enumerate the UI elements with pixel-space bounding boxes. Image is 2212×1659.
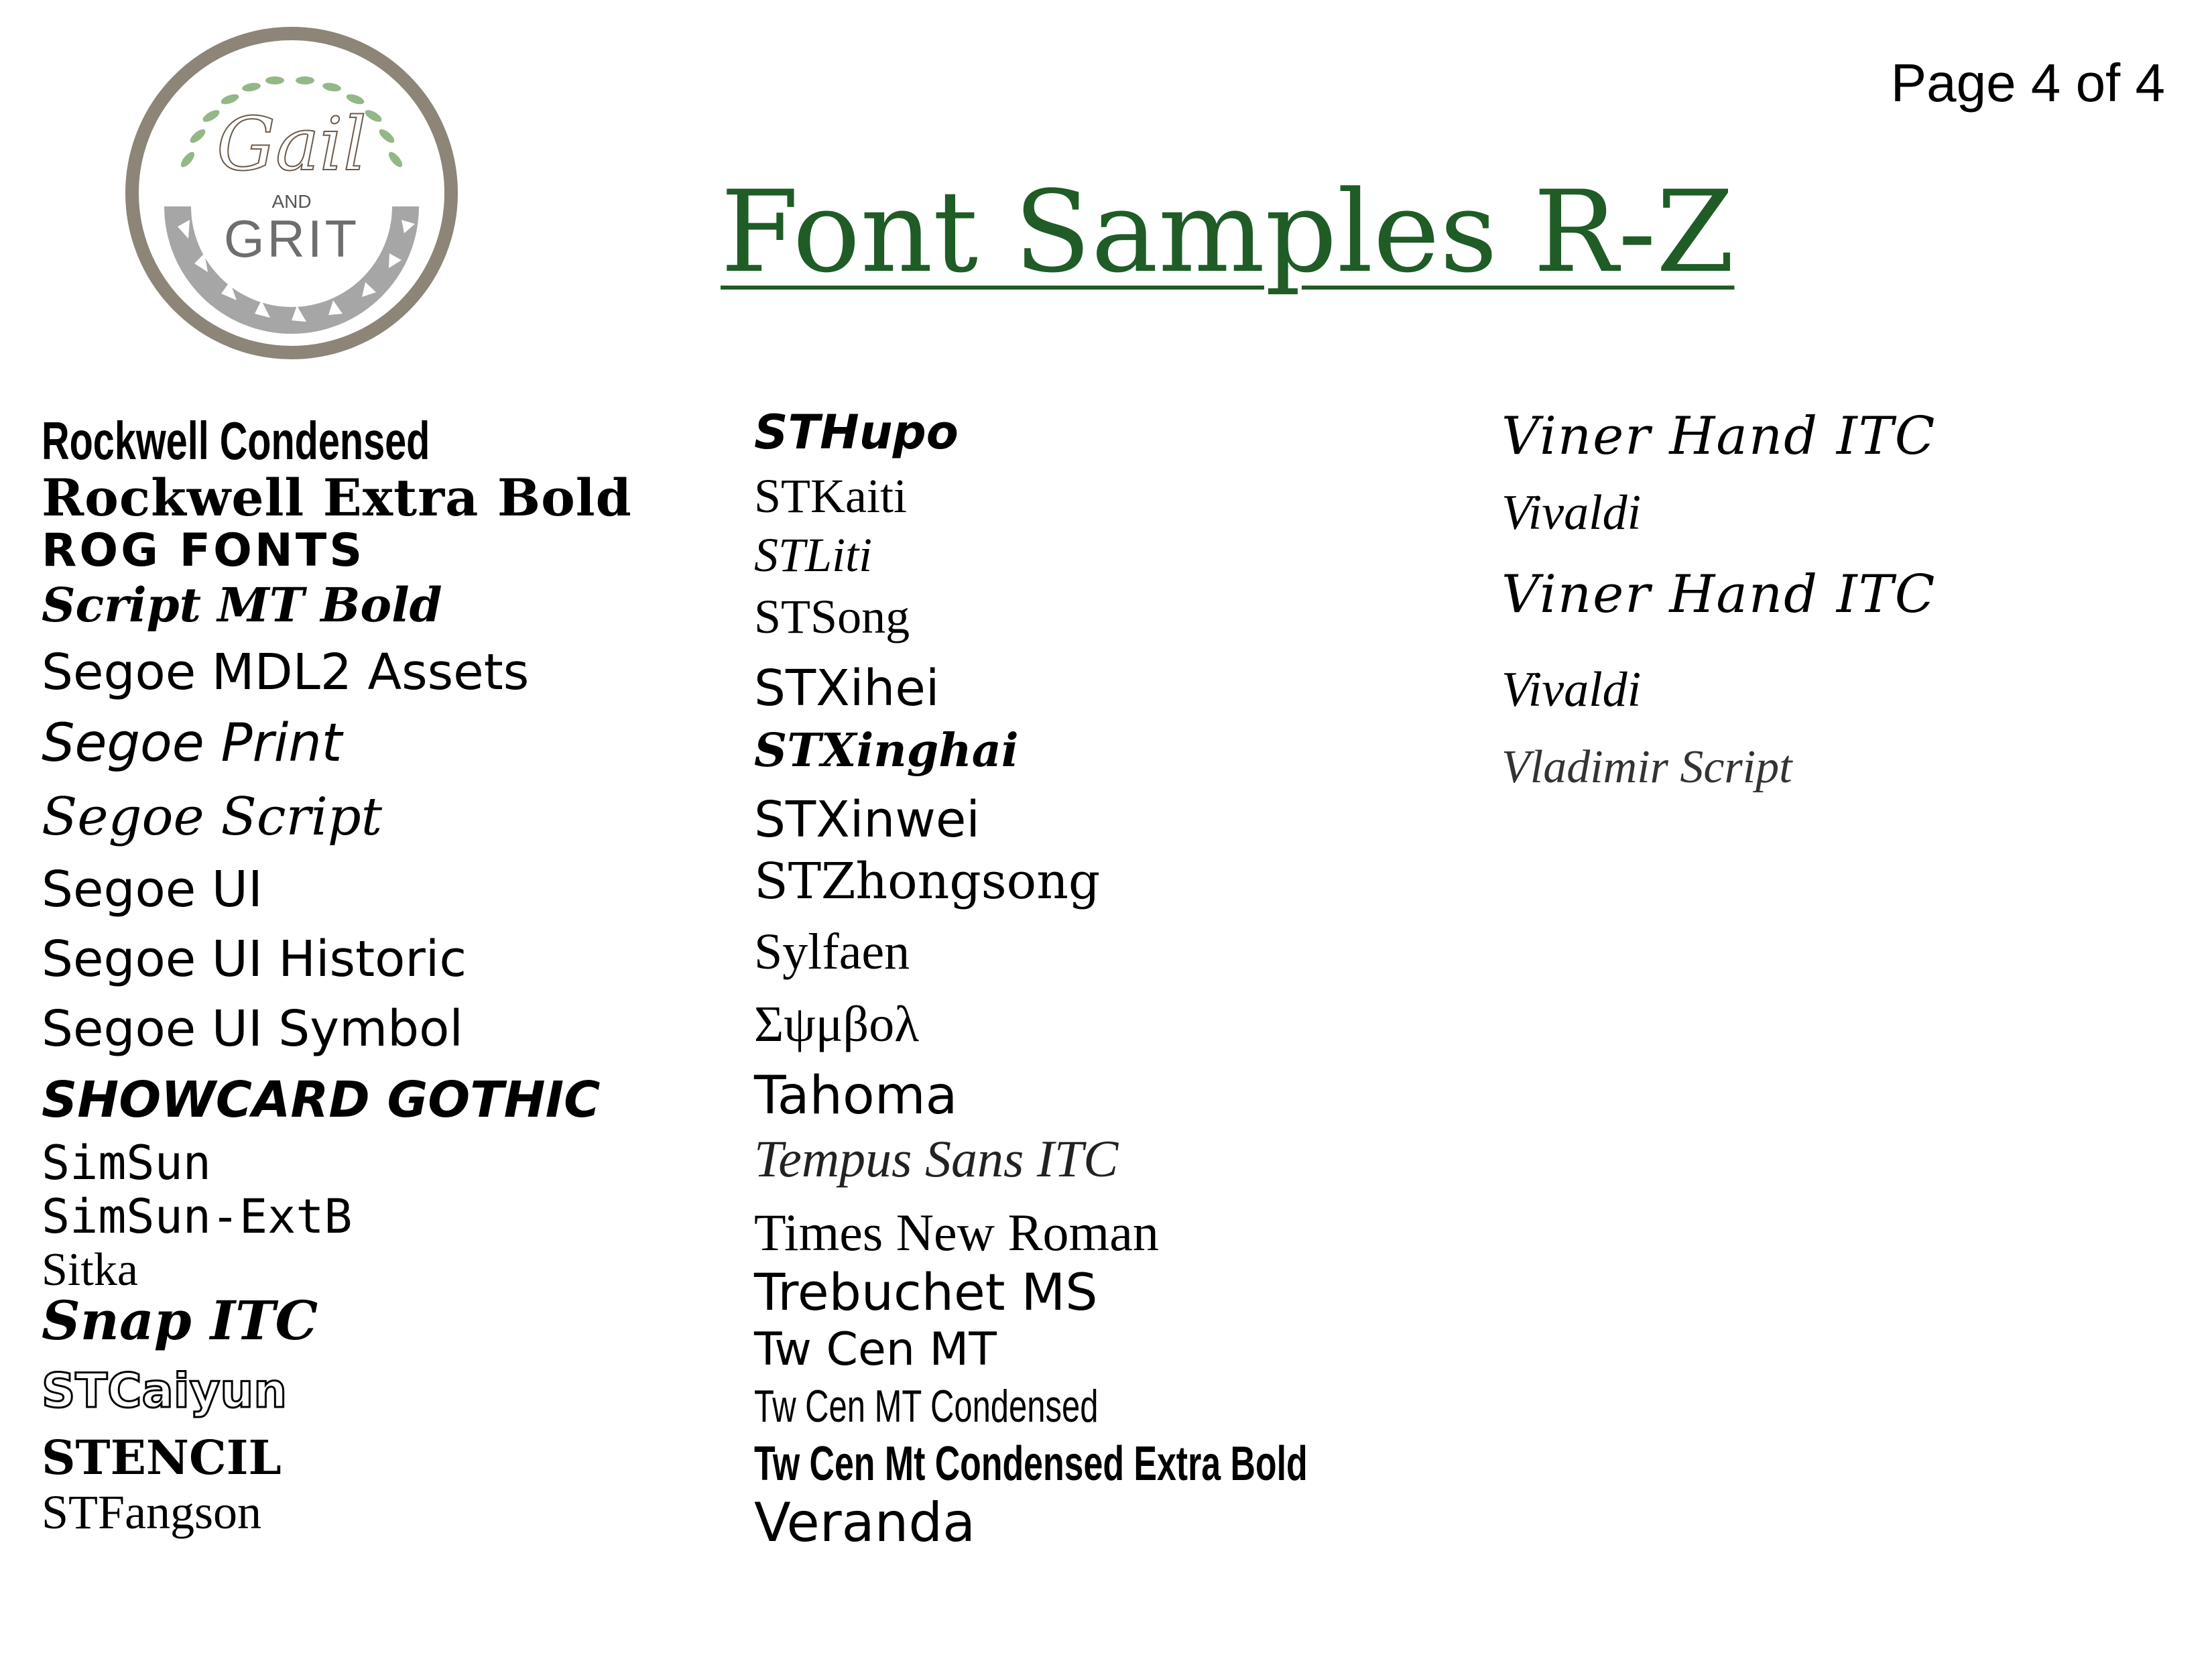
font-sample: Segoe MDL2 Assets [42,643,530,701]
font-sample: STKaiti [754,469,907,523]
font-sample: Sitka [42,1244,138,1296]
font-sample: Vladimir Script [1501,741,1792,793]
font-sample: ROG FONTS [42,524,365,577]
font-sample: Tw Cen MT [754,1323,997,1376]
font-sample: STXinghai [754,724,1019,778]
logo-and-text: AND [271,191,312,212]
font-sample: STXihei [754,660,940,717]
font-sample: Vivaldi [1501,662,1642,717]
font-sample: STSong [754,590,910,643]
font-sample: Rockwell Condensed [42,411,430,471]
font-sample: Snap ITC [42,1289,318,1352]
logo-script-text: Gail [217,101,367,187]
font-sample: STHupo [754,405,959,460]
font-sample: Segoe Script [42,787,383,847]
font-sample: STZhongsong [754,853,1101,910]
font-sample: Segoe UI Historic [42,930,467,988]
font-sample: STCaiyun [42,1363,288,1418]
font-sample: Tahoma [754,1066,958,1126]
font-sample: STFangson [42,1485,262,1539]
font-sample: STENCIL [42,1430,282,1485]
font-sample: Tempus Sans ITC [754,1129,1119,1188]
font-sample: Tw Cen Mt Condensed Extra Bold [754,1437,1308,1491]
font-sample: Times New Roman [754,1203,1159,1262]
font-sample: Script MT Bold [42,577,442,633]
font-sample: Viner Hand ITC [1501,406,1937,467]
font-sample: Trebuchet MS [754,1262,1098,1322]
font-sample: SHOWCARD GOTHIC [42,1071,601,1129]
font-sample: Rockwell Extra Bold [42,468,632,528]
font-sample: STLiti [754,528,873,582]
font-sample: Veranda [754,1491,976,1554]
font-sample: Segoe UI Symbol [42,1000,463,1058]
font-sample: Tw Cen MT Condensed [754,1381,1099,1432]
page-title: Font Samples R-Z [721,166,1735,298]
font-sample: Sylfaen [754,924,910,980]
logo-brand-text: GRIT [223,209,360,268]
font-sample: Σψμβολ [754,996,920,1052]
font-sample: SimSun-ExtB [42,1189,353,1244]
font-sample: STXinwei [754,791,980,849]
gail-and-grit-logo [124,25,459,361]
page-number: Page 4 of 4 [1890,53,2165,113]
font-sample: Segoe Print [42,713,343,774]
font-sample: Viner Hand ITC [1501,564,1937,625]
font-sample: Vivaldi [1501,485,1642,540]
font-sample: SimSun [42,1135,211,1190]
font-sample: Segoe UI [42,861,263,918]
